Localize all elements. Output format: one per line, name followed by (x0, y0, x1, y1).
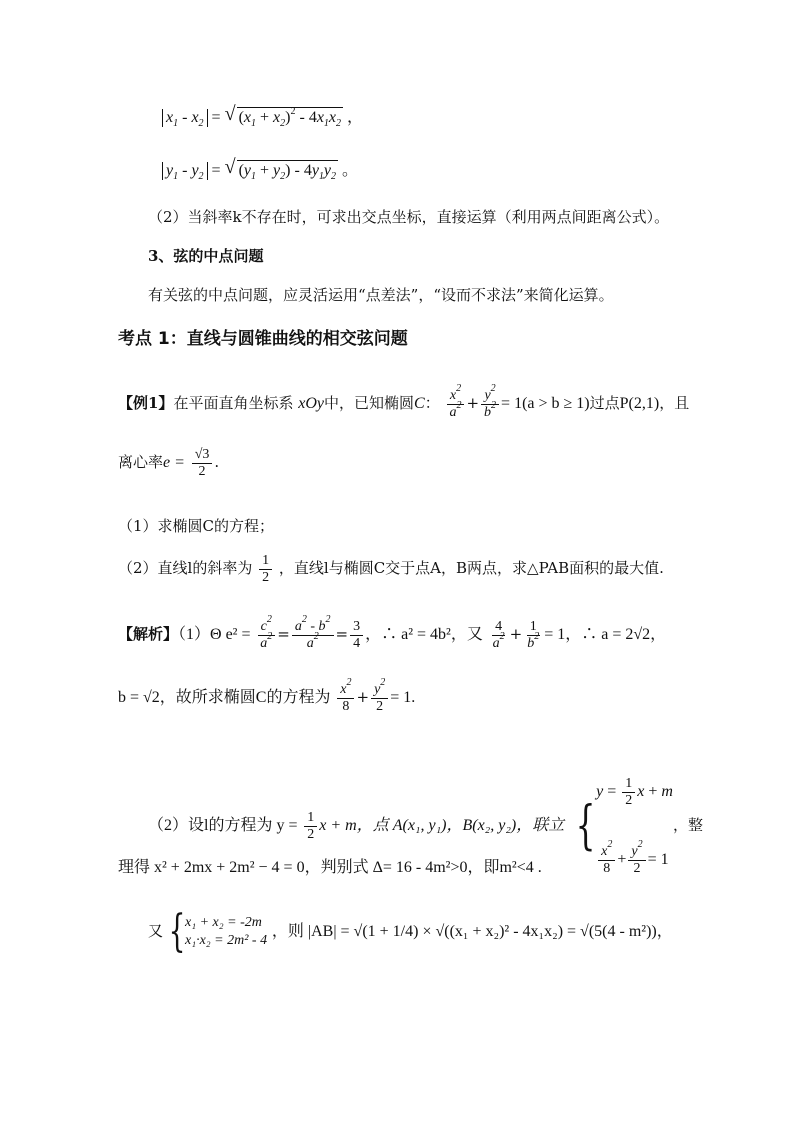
example-statement-line1: 【例1】在平面直角坐标系 xOy中，已知椭圆C： $\frac{x^2}{a^2}$ + $\frac{y^2}{b^2}$ = 1(a > b ≥ 1)过点P(2,1)，且 (118, 382, 690, 420)
section-title: 考点 1：直线与圆锥曲线的相交弦问题 (118, 329, 408, 349)
solution-line4: 理得 x² + 2mx + 2m² − 4 = 0，判别式 Δ= 16 - 4m²>0，即m²<4 . (118, 859, 542, 876)
solution-line3: （2）设l的方程为 y = $\frac{1}{2}$ x + m，点 A(x₁, y₁)，B(x₂, y₂)，联立 { y = $\frac{1}{2}$ x + m $\frac{x^2}{8}$ + $\frac{y^2}{2}$ = 1 ，整 (148, 775, 703, 876)
formula-x-distance: $x_1 - x_2$ = √ $(x_1 + x_2)^2 - 4x_1x_2$ ， (162, 107, 363, 128)
solution-line2: b = √2，故所求椭圆C的方程为 $\frac{x^2}{8}$ + $\frac{y^2}{2}$ = 1. (118, 676, 416, 714)
heading-midpoint: 3、弦的中点问题 (148, 247, 264, 265)
example-tag: 【例1】 (118, 394, 174, 412)
solution-line1: 【解析】（1）Θ e² = $\frac{c^2}{a^2}$ = $\frac{a^2 - b^2}{a^2}$ = $\frac{3}{4}$ ，∴ a² = 4b²，又 $\frac{4}{a^2}$ + $\frac{1}{b^2}$ = 1，∴ a = 2√2， (118, 613, 667, 651)
formula-y-distance: $y_1 - y_2$ = √ $(y_1 + y_2) - 4y_1y_2$ 。 (162, 160, 358, 181)
question-2: （2）直线l的斜率为 $\frac{1}{2}$ ，直线l与椭圆C交于点A，B两点，求△PAB面积的最大值. (118, 552, 664, 585)
solution-tag: 【解析】 (118, 625, 179, 643)
solution-line5: 又 { x₁ + x₂ = -2m x₁·x₂ = 2m² - 4 ，则 |AB| = √(1 + 1/4) × √((x₁ + x₂)² - 4x₁x₂) = √(5(4 - m²))， (148, 906, 673, 957)
example-statement-line2: 离心率e = $\frac{√3}{2}$ . (118, 446, 220, 479)
paragraph-midpoint: 有关弦的中点问题，应灵活运用“点差法”，“设而不求法”来简化运算。 (148, 286, 614, 304)
paragraph-slope-not-exist: （2）当斜率k不存在时，可求出交点坐标，直接运算（利用两点间距离公式）。 (148, 208, 670, 226)
question-1: （1）求椭圆C的方程； (118, 517, 275, 535)
